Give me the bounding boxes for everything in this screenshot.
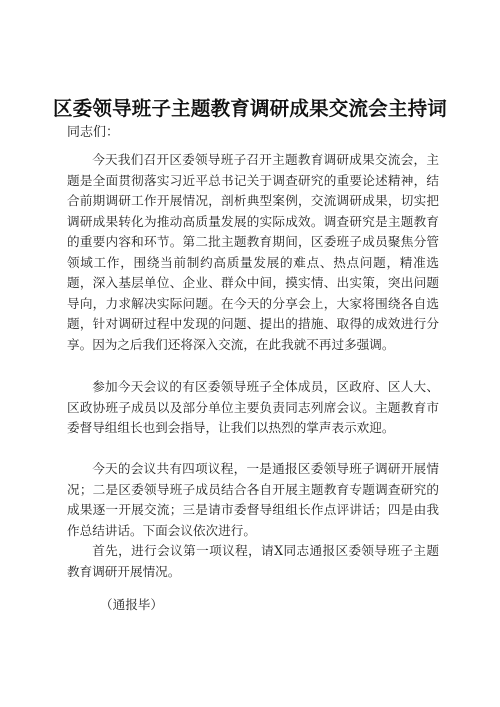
salutation: 同志们： <box>67 125 120 140</box>
closing-note: （通报毕） <box>100 597 163 612</box>
paragraph-agenda: 今天的会议共有四项议程，一是通报区委领导班子调研开展情况；二是区委领导班子成员结合各自开展主题教育专题调查研究的成果逐一开展交流；三是请市委督导组组长作点评讲话；四是由我作总结讲话。下面会议依次进行。 <box>67 461 439 538</box>
paragraph-opening: 今天我们召开区委领导班子召开主题教育调研成果交流会，主题是全面贯彻落实习近平总书记关于调查研究的重要论述精神，结合前期调研工作开展情况，剖析典型案例，交流调研成果，切实把调研成果转化为推动高质量发展的实际成效。调查研究是主题教育的重要内容和环节。第二批主题教育期间，区委班子成员聚焦分管领域工作，围绕当前制约高质量发展的难点、热点问题，精准选题，深入基层单位、企业、群众中间，摸实情、出实策，突出问题导向，力求解决实际问题。在今天的分享会上，大家将围绕各自选题，针对调研过程中发现的问题、提出的措施、取得的成效进行分享。因为之后我们还将深入交流，在此我就不再过多强调。 <box>67 152 439 352</box>
paragraph-first-item: 首先，进行会议第一项议程，请X同志通报区委领导班子主题教育调研开展情况。 <box>67 543 439 579</box>
document-title: 区委领导班子主题教育调研成果交流会主持词 <box>52 97 447 120</box>
paragraph-attendees: 参加今天会议的有区委领导班子全体成员，区政府、区人大、区政协班子成员以及部分单位主要负责同志列席会议。主题教育市委督导组组长也到会指导，让我们以热烈的掌声表示欢迎。 <box>67 379 439 435</box>
